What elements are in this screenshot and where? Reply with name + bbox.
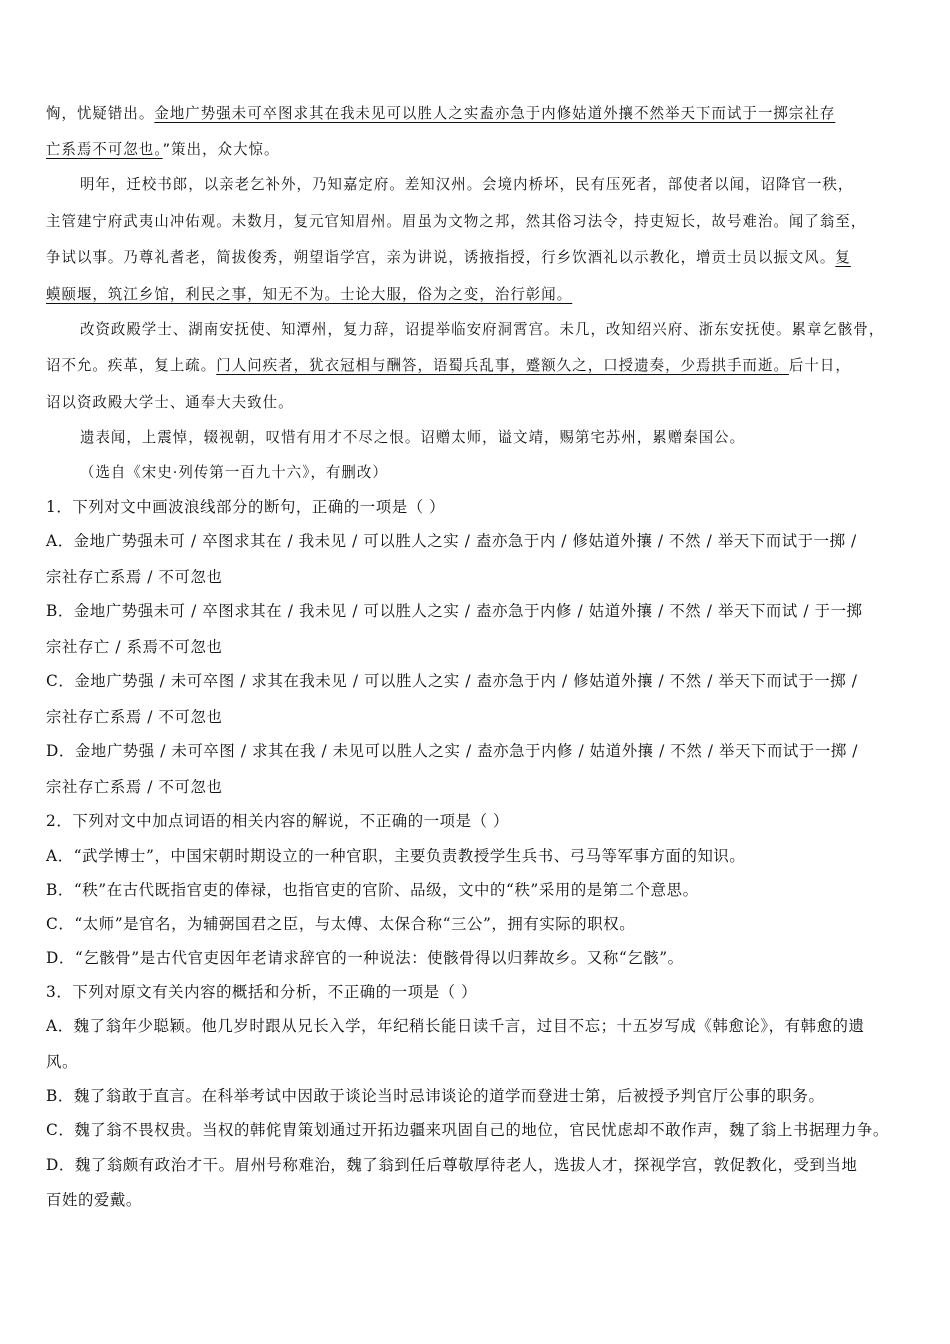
question-1-option-b: B．金地广势强未可 / 卒图求其在 / 我未见 / 可以胜人之实 / 盍亦急于内修 / 姑道外攘 / 不然 / 举天下而试 / 于一掷	[46, 602, 863, 620]
question-1-option-b-cont: 宗社存亡 / 系焉不可忽也	[46, 638, 223, 656]
wavy-underlined-text: 金地广势强未可卒图求其在我未见可以胜人之实盍亦急于内修姑道外攘不然举天下而试于一掷宗社存	[154, 105, 836, 122]
question-2-option-d: D．“乞骸骨”是古代官吏因年老请求辞官的一种说法：使骸骨得以归葬故乡。又称“乞骸”。	[46, 949, 684, 967]
underlined-text: 门人问疾者，犹衣冠相与酬答，语蜀兵乱事，蹙额久之，口授遗奏，少焉拱手而逝。	[216, 357, 789, 374]
question-3-option-a-cont: 风。	[46, 1053, 78, 1071]
question-2-option-c: C．“太师”是官名，为辅弼国君之臣，与太傅、太保合称“三公”，拥有实际的职权。	[46, 915, 636, 933]
wavy-underlined-text: 亡系焉不可忽也。	[46, 141, 163, 158]
question-1-option-a: A．金地广势强未可 / 卒图求其在 / 我未见 / 可以胜人之实 / 盍亦急于内 / 修姑道外攘 / 不然 / 举天下而试于一掷 /	[46, 532, 857, 550]
question-1-option-d-cont: 宗社存亡系焉 / 不可忽也	[46, 778, 223, 796]
passage-text: 后十日，	[788, 357, 851, 374]
question-2-stem: 2．下列对文中加点词语的相关内容的解说，不正确的一项是（ ）	[46, 812, 510, 830]
passage-line	[46, 140, 904, 160]
passage-line	[46, 248, 904, 268]
question-1-stem: 1．下列对文中画波浪线部分的断句，正确的一项是（ ）	[46, 498, 446, 516]
passage-line: 遗表闻，上震悼，辍视朝，叹惜有用才不尽之恨。诏赠太师，谥文靖，赐第宅苏州，累赠秦国公。	[80, 429, 746, 446]
question-3-stem: 3．下列对原文有关内容的概括和分析，不正确的一项是（ ）	[46, 983, 478, 1001]
passage-text: 争试以事。乃尊礼耆老，简拔俊秀，朔望诣学宫，亲为讲说，诱掖指授，行乡饮酒礼以示教化，增贡士员以振文风。	[46, 249, 836, 266]
question-1-option-c: C．金地广势强 / 未可卒图 / 求其在我未见 / 可以胜人之实 / 盍亦急于内 / 修姑道外攘 / 不然 / 举天下而试于一掷 /	[46, 672, 858, 690]
passage-line	[46, 356, 904, 376]
passage-text: 诏不允。疾革，复上疏。	[46, 357, 217, 374]
passage-text: ”策出，众大惊。	[162, 141, 280, 158]
passage-source: （选自《宋史·列传第一百九十六》，有删改）	[80, 464, 388, 481]
passage-line: 明年，迁校书郎，以亲老乞补外，乃知嘉定府。差知汉州。会境内桥坏，民有压死者，部使者以闻，诏降官一秩，	[80, 176, 854, 193]
question-1-option-a-cont: 宗社存亡系焉 / 不可忽也	[46, 568, 223, 586]
passage-text: 恟，忧疑错出。	[46, 105, 155, 122]
passage-line	[46, 285, 904, 305]
passage-line: 诏以资政殿大学士、通奉大夫致仕。	[46, 394, 294, 411]
question-3-option-c: C．魏了翁不畏权贵。当权的韩侂胄策划通过开拓边疆来巩固自己的地位，官民忧虑却不敢作声，魏了翁上书据理力争。	[46, 1121, 889, 1139]
underlined-text: 蟆颐堰，筑江乡馆，利民之事，知无不为。士论大服，俗为之变，治行彰闻。	[46, 286, 573, 303]
question-3-option-b: B．魏了翁敢于直言。在科举考试中因敢于谈论当时忌讳谈论的道学而登进士第，后被授予判官厅公事的职务。	[46, 1087, 825, 1105]
question-3-option-d-cont: 百姓的爱戴。	[46, 1191, 142, 1209]
underlined-text: 复	[835, 249, 851, 266]
passage-line	[46, 104, 904, 124]
passage-line: 改资政殿学士、湖南安抚使、知潭州，复力辞，诏提举临安府洞霄宫。未几，改知绍兴府、浙东安抚使。累章乞骸骨，	[80, 321, 885, 338]
question-3-option-a: A．魏了翁年少聪颖。他几岁时跟从兄长入学，年纪稍长能日读千言，过目不忘；十五岁写成《韩愈论》，有韩愈的遗	[46, 1017, 865, 1035]
question-2-option-b: B．“秩”在古代既指官吏的俸禄，也指官吏的官阶、品级，文中的“秩”采用的是第二个意思。	[46, 881, 699, 899]
question-1-option-c-cont: 宗社存亡系焉 / 不可忽也	[46, 708, 223, 726]
question-1-option-d: D．金地广势强 / 未可卒图 / 求其在我 / 未见可以胜人之实 / 盍亦急于内修 / 姑道外攘 / 不然 / 举天下而试于一掷 /	[46, 742, 859, 760]
question-2-option-a: A．“武学博士”，中国宋朝时期设立的一种官职，主要负责教授学生兵书、弓马等军事方面的知识。	[46, 847, 746, 865]
passage-line: 主管建宁府武夷山冲佑观。未数月，复元官知眉州。眉虽为文物之邦，然其俗习法令，持吏短长，故号难治。闻了翁至，	[46, 213, 867, 230]
question-3-option-d: D．魏了翁颇有政治才干。眉州号称难治，魏了翁到任后尊敬厚待老人，选拔人才，探视学宫，敦促教化，受到当地	[46, 1156, 858, 1174]
